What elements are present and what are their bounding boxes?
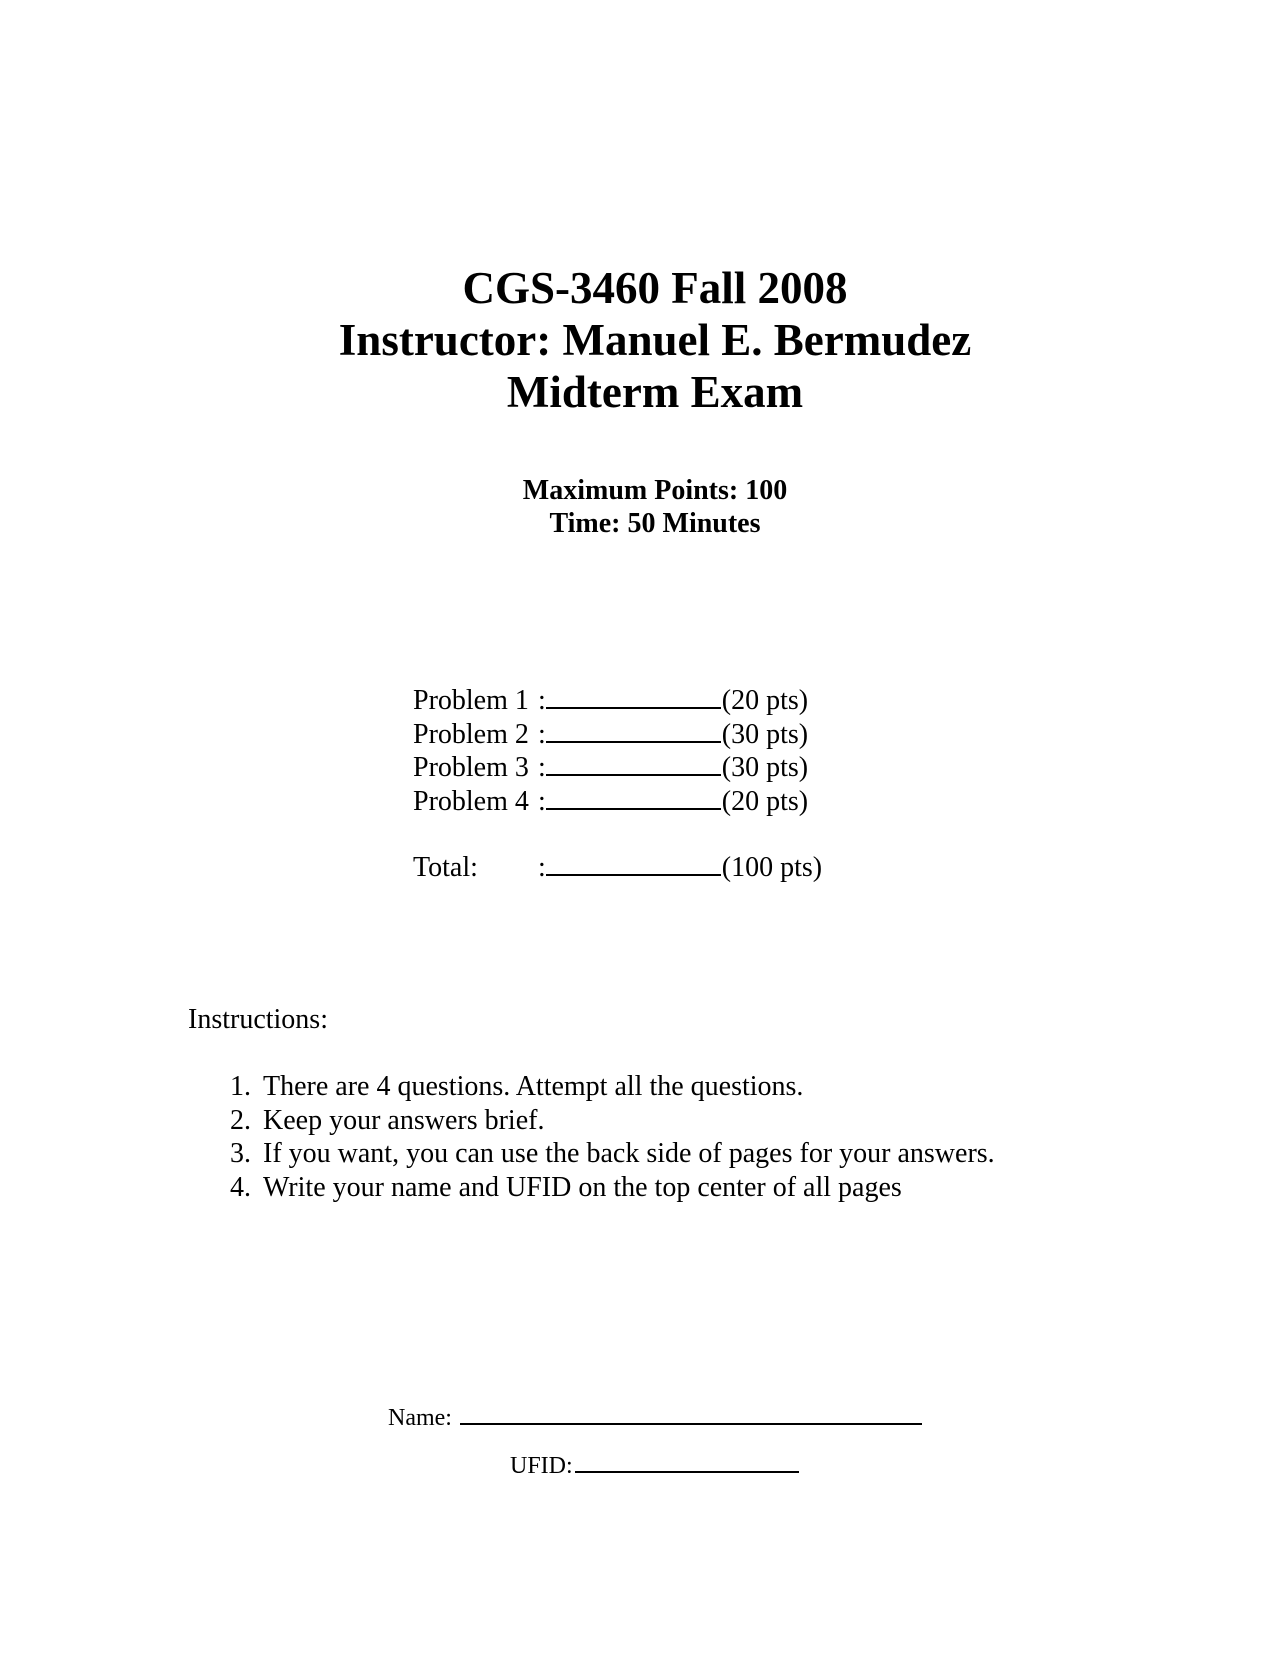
score-colon: : xyxy=(538,685,546,716)
total-label: Total: xyxy=(413,852,478,883)
problem-label: Problem 3 xyxy=(413,752,529,783)
total-row xyxy=(413,851,822,885)
score-table xyxy=(413,684,822,885)
time-limit: Time: 50 Minutes xyxy=(549,508,761,539)
problem-label: Problem 1 xyxy=(413,685,529,716)
title-block xyxy=(0,262,1280,418)
problem-points: (20 pts) xyxy=(721,685,809,716)
instructor-name: Instructor: Manuel E. Bermudez xyxy=(338,315,972,365)
score-colon: : xyxy=(538,718,546,750)
instructions-list xyxy=(188,1070,995,1204)
item-text: There are 4 questions. Attempt all the questions. xyxy=(263,1071,804,1102)
list-item xyxy=(188,1171,995,1205)
score-blank[interactable] xyxy=(546,685,721,709)
total-points: (100 pts) xyxy=(721,852,823,883)
item-number: 1. xyxy=(230,1071,251,1102)
item-number: 4. xyxy=(230,1171,251,1203)
problem-label: Problem 4 xyxy=(413,785,529,817)
exam-title: Midterm Exam xyxy=(506,367,804,417)
exam-info-block xyxy=(0,474,1280,540)
max-points: Maximum Points: 100 xyxy=(522,475,788,506)
score-row xyxy=(413,751,822,785)
ufid-label: UFID: xyxy=(510,1453,573,1479)
total-blank[interactable] xyxy=(546,852,721,876)
score-blank[interactable] xyxy=(546,786,721,810)
problem-points: (30 pts) xyxy=(721,752,809,783)
item-text: Keep your answers brief. xyxy=(263,1104,545,1136)
item-text: If you want, you can use the back side of pages for your answers. xyxy=(263,1138,995,1169)
score-blank[interactable] xyxy=(546,752,721,776)
score-row xyxy=(413,684,822,718)
score-colon: : xyxy=(538,752,546,783)
list-item xyxy=(188,1104,995,1138)
score-row xyxy=(413,718,822,752)
score-colon: : xyxy=(538,852,546,883)
list-item xyxy=(188,1070,995,1104)
item-text: Write your name and UFID on the top center of all pages xyxy=(263,1171,902,1203)
problem-label: Problem 2 xyxy=(413,718,529,750)
instructions-heading: Instructions: xyxy=(188,1004,328,1035)
score-colon: : xyxy=(538,785,546,817)
problem-points: (30 pts) xyxy=(721,718,809,750)
item-number: 3. xyxy=(230,1138,251,1169)
ufid-field[interactable] xyxy=(575,1451,799,1473)
score-blank[interactable] xyxy=(546,719,721,743)
item-number: 2. xyxy=(230,1104,251,1136)
ufid-field-row xyxy=(510,1451,799,1481)
name-label: Name: xyxy=(388,1405,452,1431)
name-field[interactable] xyxy=(460,1403,922,1425)
name-field-row xyxy=(388,1403,922,1433)
score-row xyxy=(413,785,822,819)
problem-points: (20 pts) xyxy=(721,785,809,817)
list-item xyxy=(188,1137,995,1171)
course-title: CGS-3460 Fall 2008 xyxy=(462,263,848,313)
